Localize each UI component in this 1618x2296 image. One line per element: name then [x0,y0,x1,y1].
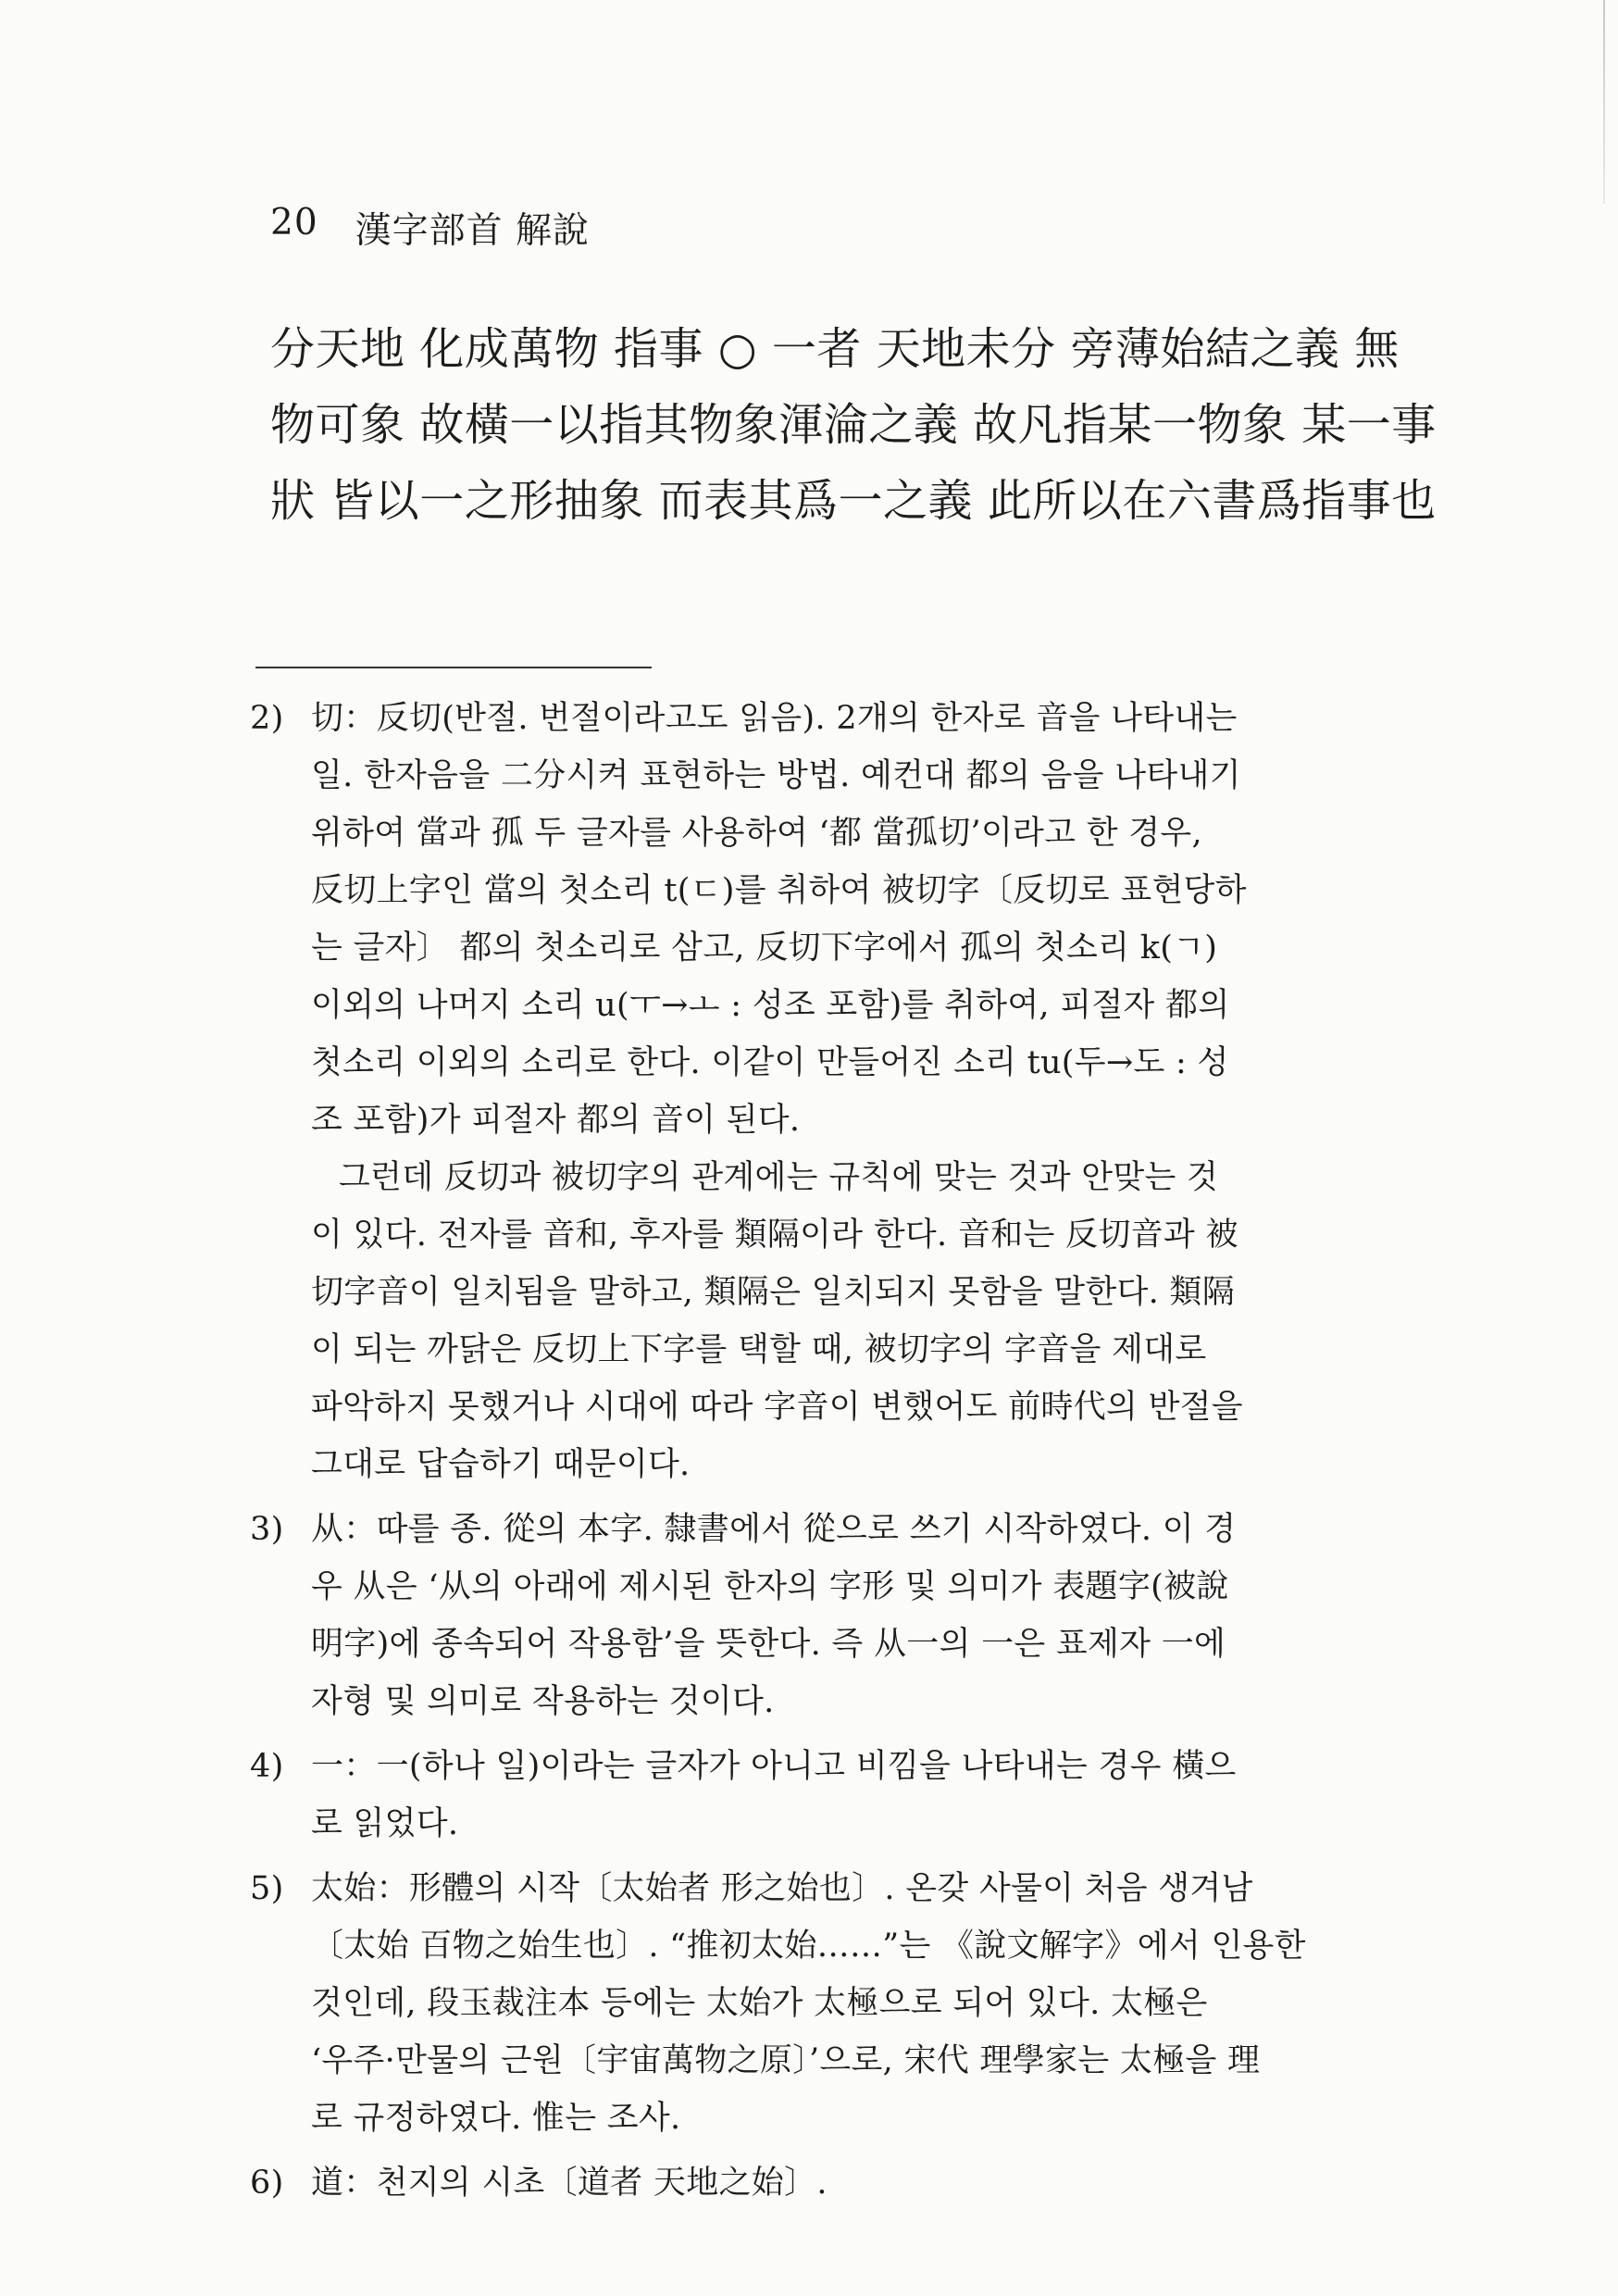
footnote-line: 切字音이 일치됨을 말하고, 類隔은 일치되지 못함을 말한다. 類隔 [311,1274,1236,1311]
footnote-line: 이외의 나머지 소리 u(ㅜ→ㅗ : 성조 포함)를 취하여, 피절자 都의 [311,987,1230,1024]
footnote-line: 자형 및 의미로 작용하는 것이다. [311,1683,775,1720]
footnote-line: 그런데 反切과 被切字의 관계에는 규칙에 맞는 것과 안맞는 것 [339,1159,1219,1196]
footnote-line: 파악하지 못했거나 시대에 따라 字音이 변했어도 前時代의 반절을 [311,1389,1243,1426]
scan-edge-mark [1603,0,1605,204]
main-text-line: 物可象 故橫一以指其物象渾淪之義 故凡指某一物象 某一事 [270,399,1437,451]
footnote-line: 道：천지의 시초〔道者 天地之始〕. [311,2165,828,2202]
footnote-line: ‘우주·만물의 근원〔宇宙萬物之原〕’으로, 宋代 理學家는 太極을 理 [311,2042,1261,2079]
footnote-line: 이 되는 까닭은 反切上下字를 택할 때, 被切字의 字音을 제대로 [311,1331,1207,1368]
main-text-line: 分天地 化成萬物 指事 ○ 一者 天地未分 旁薄始結之義 無 [270,323,1400,375]
footnote-line: 〔太始 百物之始生也〕. “推初太始……”는 《說文解字》에서 인용한 [311,1928,1306,1965]
footnote-number: 4) [250,1748,284,1785]
footnote-line: 一：一(하나 일)이라는 글자가 아니고 비낌을 나타내는 경우 橫으 [311,1748,1237,1785]
footnote-line: 明字)에 종속되어 작용함’을 뜻한다. 즉 从一의 一은 표제자 一에 [311,1626,1226,1663]
footnote-line: 从：따를 종. 從의 本字. 隸書에서 從으로 쓰기 시작하였다. 이 경 [311,1511,1237,1548]
footnote-number: 5) [250,1870,284,1907]
footnote-line: 이 있다. 전자를 音和, 후자를 類隔이라 한다. 音和는 反切音과 被 [311,1217,1238,1254]
footnote-line: 일. 한자음을 二分시켜 표현하는 방법. 예컨대 都의 음을 나타내기 [311,757,1241,794]
footnote-divider [255,667,652,668]
footnote-line: 太始：形體의 시작〔太始者 形之始也〕. 온갖 사물이 처음 생겨남 [311,1870,1253,1907]
footnote-4 [250,1738,1370,1853]
footnote-2 [250,690,1370,1493]
footnote-line: 切：反切(반절. 번절이라고도 읽음). 2개의 한자로 音을 나타내는 [311,700,1238,737]
footnote-line: 는 글자〕 都의 첫소리로 삼고, 反切下字에서 孤의 첫소리 k(ㄱ) [311,930,1218,967]
book-title: 漢字部首 解說 [355,210,591,252]
footnote-line: 로 읽었다. [311,1805,459,1842]
footnote-number: 3) [250,1511,284,1548]
footnote-6 [250,2154,1370,2212]
page-header [270,202,590,254]
footnote-5 [250,1860,1370,2147]
footnote-line: 우 从은 ‘从의 아래에 제시된 한자의 字形 및 의미가 表題字(被說 [311,1568,1229,1605]
footnote-number: 2) [250,700,284,737]
footnote-3 [250,1501,1370,1730]
footnote-line: 反切上字인 當의 첫소리 t(ㄷ)를 취하여 被切字〔反切로 표현당하 [311,872,1247,909]
footnote-line: 조 포함)가 피절자 都의 音이 된다. [311,1102,801,1139]
footnote-number: 6) [250,2165,284,2202]
footnotes [250,690,1370,2219]
page-number: 20 [270,202,318,243]
footnote-line: 로 규정하였다. 惟는 조사. [311,2100,681,2137]
main-text-line: 狀 皆以一之形抽象 而表其爲一之義 此所以在六書爲指事也 [270,475,1437,527]
footnote-line: 것인데, 段玉裁注本 등에는 太始가 太極으로 되어 있다. 太極은 [311,1985,1208,2022]
footnote-line: 그대로 답습하기 때문이다. [311,1446,691,1483]
main-text [270,311,1437,539]
footnote-line: 첫소리 이외의 소리로 한다. 이같이 만들어진 소리 tu(두→도 : 성 [311,1044,1229,1081]
footnote-line: 위하여 當과 孤 두 글자를 사용하여 ‘都 當孤切’이라고 한 경우, [311,815,1202,852]
